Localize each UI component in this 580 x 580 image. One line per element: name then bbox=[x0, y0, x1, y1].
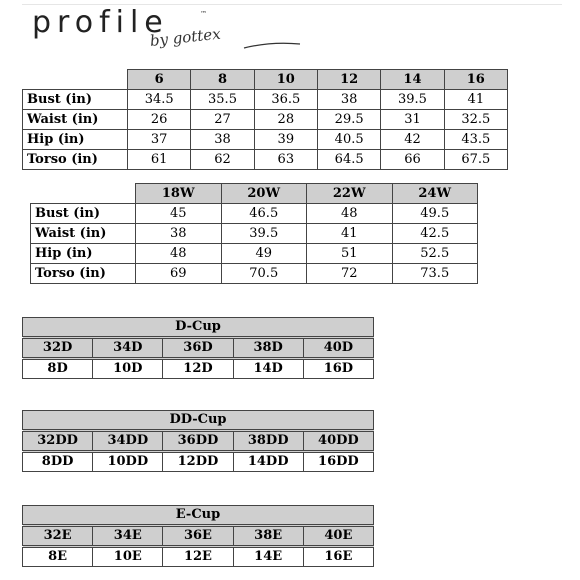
dd-cup-table bbox=[22, 410, 374, 472]
table-cell: 41 bbox=[307, 224, 393, 244]
size-header-cell: 18W bbox=[136, 184, 222, 204]
table-cell: 41 bbox=[444, 90, 507, 110]
size-header-cell: 24W bbox=[392, 184, 478, 204]
table-cell: 32.5 bbox=[444, 110, 507, 130]
table-cell: 45 bbox=[136, 204, 222, 224]
table-row bbox=[31, 224, 478, 244]
table-cell: 61 bbox=[128, 150, 191, 170]
table-cell: 48 bbox=[136, 244, 222, 264]
size-header-cell: 16 bbox=[444, 70, 507, 90]
table-row bbox=[23, 90, 508, 110]
cup-size-row bbox=[23, 431, 374, 452]
size-header-row bbox=[31, 184, 478, 204]
table-cell: 8DD bbox=[23, 452, 93, 472]
trademark-symbol: ™ bbox=[200, 10, 207, 18]
table-cell: 48 bbox=[307, 204, 393, 224]
size-header-cell: 12 bbox=[317, 70, 380, 90]
cup-size-row bbox=[23, 338, 374, 359]
row-label: Bust (in) bbox=[31, 204, 136, 224]
table-cell: 64.5 bbox=[317, 150, 380, 170]
table-cell: 49 bbox=[221, 244, 307, 264]
table-cell: 34E bbox=[93, 526, 163, 547]
cup-title-row bbox=[23, 318, 374, 338]
table-cell: 14E bbox=[233, 547, 303, 567]
table-cell: 32E bbox=[23, 526, 93, 547]
table-cell: 10DD bbox=[93, 452, 163, 472]
table-cell: 34D bbox=[93, 338, 163, 359]
table-cell: 40.5 bbox=[317, 130, 380, 150]
table-row bbox=[23, 150, 508, 170]
brand-logo bbox=[32, 6, 302, 60]
table-cell: 40DD bbox=[303, 431, 373, 452]
table-cell: 63 bbox=[254, 150, 317, 170]
table-cell: 14DD bbox=[233, 452, 303, 472]
cup-equiv-row bbox=[23, 547, 374, 567]
table-cell: 73.5 bbox=[392, 264, 478, 284]
table-cell: 46.5 bbox=[221, 204, 307, 224]
table-cell: 36.5 bbox=[254, 90, 317, 110]
table-cell: 16D bbox=[303, 359, 373, 379]
table-cell: 69 bbox=[136, 264, 222, 284]
table-cell: 70.5 bbox=[221, 264, 307, 284]
table-cell: 38D bbox=[233, 338, 303, 359]
table-cell: 39.5 bbox=[221, 224, 307, 244]
cup-size-row bbox=[23, 526, 374, 547]
table-cell: 38 bbox=[191, 130, 254, 150]
table-cell: 38 bbox=[136, 224, 222, 244]
row-label: Hip (in) bbox=[31, 244, 136, 264]
size-header-cell: 8 bbox=[191, 70, 254, 90]
table-cell: 37 bbox=[128, 130, 191, 150]
row-label: Torso (in) bbox=[31, 264, 136, 284]
table-cell: 28 bbox=[254, 110, 317, 130]
cup-equiv-row bbox=[23, 452, 374, 472]
row-label: Bust (in) bbox=[23, 90, 128, 110]
table-cell: 10D bbox=[93, 359, 163, 379]
cup-equiv-row bbox=[23, 359, 374, 379]
table-cell: 38DD bbox=[233, 431, 303, 452]
table-cell: 12DD bbox=[163, 452, 233, 472]
cup-title: E-Cup bbox=[23, 506, 374, 526]
d-cup-table bbox=[22, 317, 374, 379]
table-cell: 42.5 bbox=[392, 224, 478, 244]
swoosh-icon bbox=[242, 38, 302, 52]
table-cell: 62 bbox=[191, 150, 254, 170]
table-cell: 16E bbox=[303, 547, 373, 567]
table-cell: 51 bbox=[307, 244, 393, 264]
size-chart-women bbox=[30, 183, 478, 284]
table-cell: 36DD bbox=[163, 431, 233, 452]
table-cell: 26 bbox=[128, 110, 191, 130]
table-cell: 12D bbox=[163, 359, 233, 379]
table-cell: 8D bbox=[23, 359, 93, 379]
cup-title: D-Cup bbox=[23, 318, 374, 338]
table-cell: 43.5 bbox=[444, 130, 507, 150]
table-cell: 66 bbox=[381, 150, 444, 170]
header-blank-cell bbox=[23, 70, 128, 90]
table-cell: 27 bbox=[191, 110, 254, 130]
table-cell: 42 bbox=[381, 130, 444, 150]
table-cell: 14D bbox=[233, 359, 303, 379]
table-cell: 32DD bbox=[23, 431, 93, 452]
table-cell: 36D bbox=[163, 338, 233, 359]
table-cell: 38E bbox=[233, 526, 303, 547]
row-label: Torso (in) bbox=[23, 150, 128, 170]
table-cell: 40E bbox=[303, 526, 373, 547]
table-cell: 38 bbox=[317, 90, 380, 110]
row-label: Waist (in) bbox=[23, 110, 128, 130]
table-row bbox=[31, 204, 478, 224]
header-blank-cell bbox=[31, 184, 136, 204]
table-row bbox=[23, 130, 508, 150]
size-header-cell: 6 bbox=[128, 70, 191, 90]
cup-title: DD-Cup bbox=[23, 411, 374, 431]
size-chart-regular bbox=[22, 69, 508, 170]
cup-title-row bbox=[23, 411, 374, 431]
table-row bbox=[31, 264, 478, 284]
brand-byline: by gottex bbox=[149, 24, 222, 50]
table-cell: 12E bbox=[163, 547, 233, 567]
brand-name: profile bbox=[32, 5, 169, 40]
size-header-row bbox=[23, 70, 508, 90]
table-cell: 34DD bbox=[93, 431, 163, 452]
size-header-cell: 22W bbox=[307, 184, 393, 204]
table-cell: 31 bbox=[381, 110, 444, 130]
table-cell: 49.5 bbox=[392, 204, 478, 224]
table-cell: 29.5 bbox=[317, 110, 380, 130]
table-cell: 40D bbox=[303, 338, 373, 359]
table-cell: 8E bbox=[23, 547, 93, 567]
table-cell: 52.5 bbox=[392, 244, 478, 264]
row-label: Waist (in) bbox=[31, 224, 136, 244]
table-cell: 35.5 bbox=[191, 90, 254, 110]
size-header-cell: 10 bbox=[254, 70, 317, 90]
size-header-cell: 14 bbox=[381, 70, 444, 90]
table-cell: 39 bbox=[254, 130, 317, 150]
row-label: Hip (in) bbox=[23, 130, 128, 150]
size-header-cell: 20W bbox=[221, 184, 307, 204]
table-cell: 39.5 bbox=[381, 90, 444, 110]
table-cell: 67.5 bbox=[444, 150, 507, 170]
table-row bbox=[23, 110, 508, 130]
table-cell: 36E bbox=[163, 526, 233, 547]
table-cell: 16DD bbox=[303, 452, 373, 472]
e-cup-table bbox=[22, 505, 374, 567]
table-cell: 34.5 bbox=[128, 90, 191, 110]
table-cell: 32D bbox=[23, 338, 93, 359]
table-row bbox=[31, 244, 478, 264]
table-cell: 72 bbox=[307, 264, 393, 284]
cup-title-row bbox=[23, 506, 374, 526]
table-cell: 10E bbox=[93, 547, 163, 567]
